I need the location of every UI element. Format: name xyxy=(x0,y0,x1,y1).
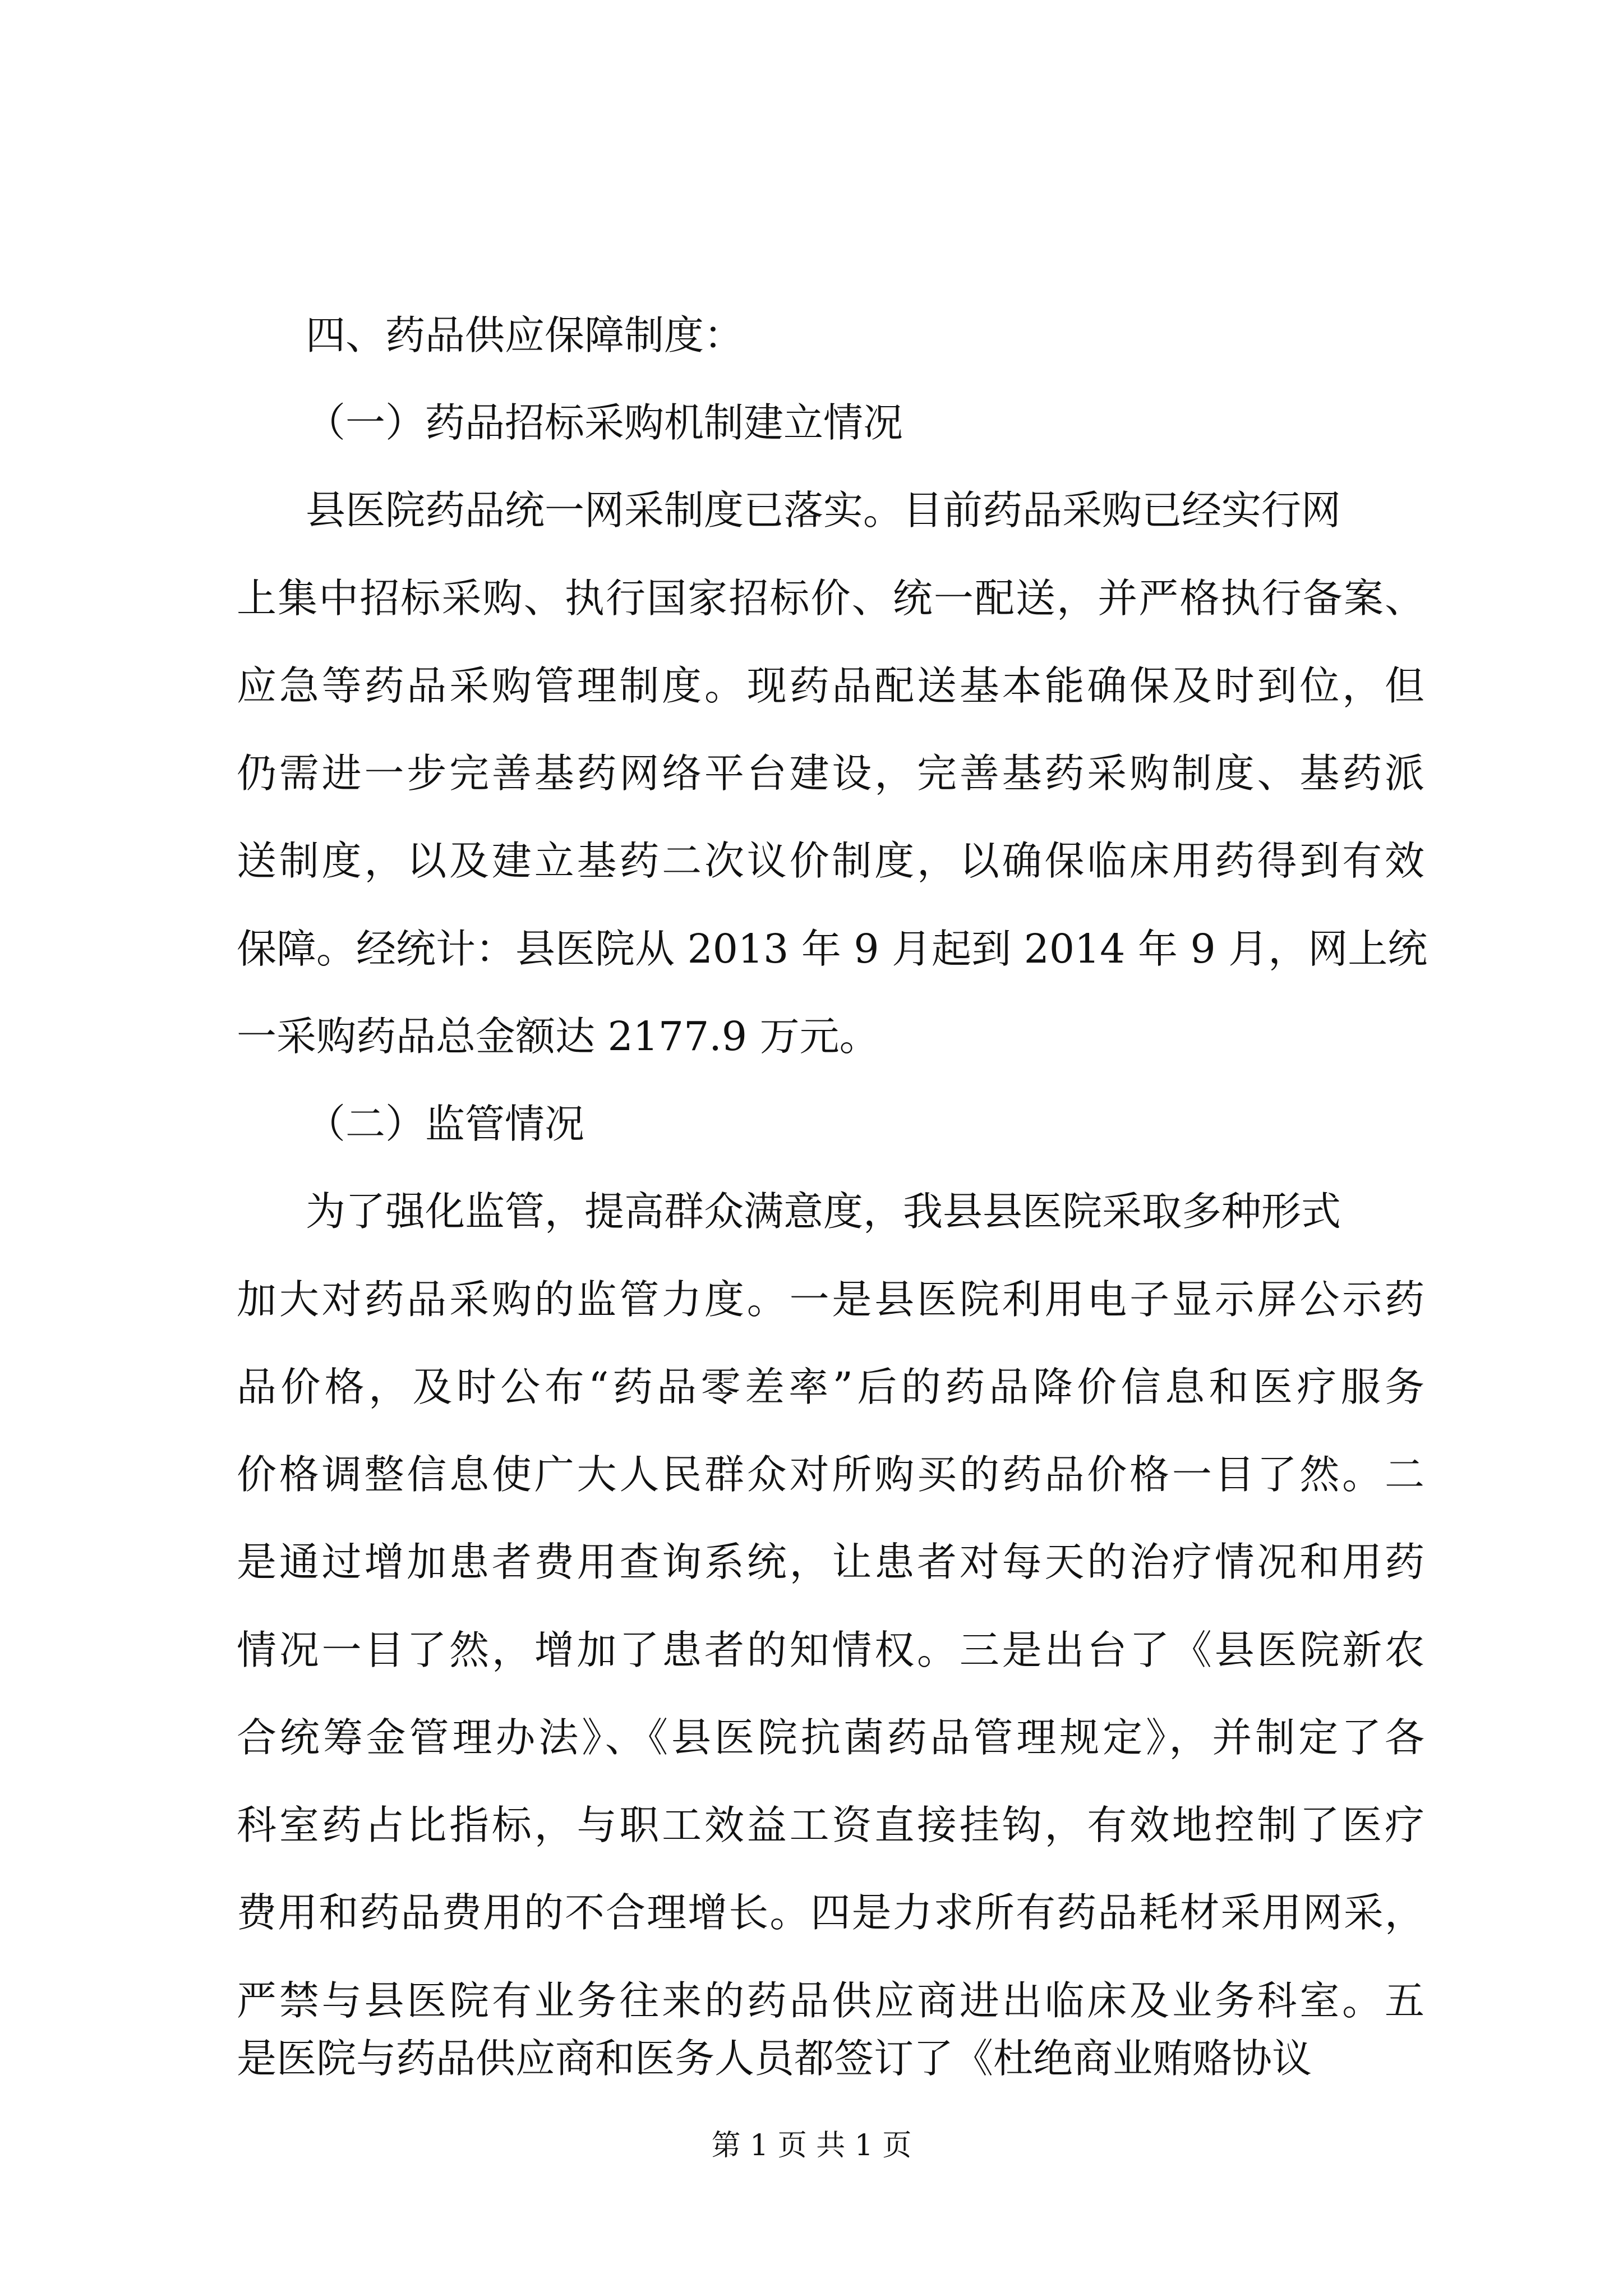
paragraph-line: 情况一目了然，增加了患者的知情权。三是出台了《县医院新农 xyxy=(237,1627,1424,1673)
subheading-supervision: （二）监管情况 xyxy=(306,1101,585,1147)
paragraph-line: 保障。经统计：县医院从 2013 年 9 月起到 2014 年 9 月，网上统 xyxy=(237,926,1428,972)
subheading-bidding-mechanism: （一）药品招标采购机制建立情况 xyxy=(306,399,903,446)
paragraph-line: 品价格，及时公布“药品零差率”后的药品降价信息和医疗服务 xyxy=(237,1364,1424,1410)
paragraph-line: 加大对药品采购的监管力度。一是县医院利用电子显示屏公示药 xyxy=(237,1276,1424,1323)
paragraph-line: 县医院药品统一网采制度已落实。目前药品采购已经实行网 xyxy=(306,487,1341,533)
paragraph-line: 费用和药品费用的不合理增长。四是力求所有药品耗材采用网采， xyxy=(237,1889,1424,1936)
heading-section-four: 四、药品供应保障制度： xyxy=(306,312,744,358)
paragraph-line: 科室药占比指标，与职工效益工资直接挂钩，有效地控制了医疗 xyxy=(237,1802,1424,1848)
paragraph-line: 一采购药品总金额达 2177.9 万元。 xyxy=(237,1013,879,1060)
page-footer: 第 1 页 共 1 页 xyxy=(711,2129,912,2162)
paragraph-line: 价格调整信息使广大人民群众对所购买的药品价格一目了然。二 xyxy=(237,1451,1424,1498)
paragraph-line: 为了强化监管，提高群众满意度，我县县医院采取多种形式 xyxy=(306,1188,1341,1235)
paragraph-line: 应急等药品采购管理制度。现药品配送基本能确保及时到位，但 xyxy=(237,662,1424,709)
paragraph-line: 仍需进一步完善基药网络平台建设，完善基药采购制度、基药派 xyxy=(237,750,1424,797)
paragraph-line: 严禁与县医院有业务往来的药品供应商进出临床及业务科室。五 xyxy=(237,1977,1424,2024)
paragraph-line: 是通过增加患者费用查询系统，让患者对每天的治疗情况和用药 xyxy=(237,1539,1424,1585)
paragraph-line: 是医院与药品供应商和医务人员都签订了《杜绝商业贿赂协议 xyxy=(237,2035,1312,2082)
paragraph-line: 上集中招标采购、执行国家招标价、统一配送，并严格执行备案、 xyxy=(237,575,1424,622)
paragraph-line: 合统筹金管理办法》、《县医院抗菌药品管理规定》，并制定了各 xyxy=(237,1714,1424,1761)
paragraph-line: 送制度，以及建立基药二次议价制度，以确保临床用药得到有效 xyxy=(237,838,1424,884)
